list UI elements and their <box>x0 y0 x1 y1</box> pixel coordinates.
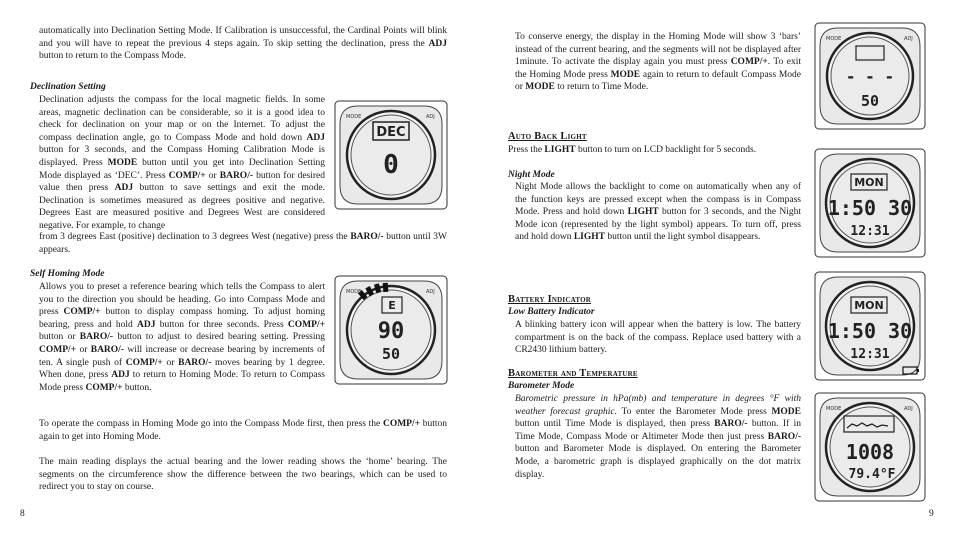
watch-bars-main: - - - <box>845 67 895 86</box>
svg-text:MODE: MODE <box>346 289 362 295</box>
declination-paragraph: Declination adjusts the compass for the local magnetic fields. In some areas, magnetic declination can be considerable, so it is a good idea to check for declination on your map or on the Internet. To adjust the compass declination angle, go to Compass Mode and hold down ADJ button for 3 seconds, and the Compass Homing Calibration Mode is displayed. Press MODE button until you get into Declination Setting Mode displayed as ‘DEC’. Press COMP/+ or BARO/- button for desired value then press ADJ button to save settings and exit the mode. Declination is sometimes measured as degrees positive and negative. Degrees East are measured positive and Degrees West are considered negative. For example, to change <box>39 95 325 231</box>
svg-text:MODE: MODE <box>826 406 842 412</box>
barometer-mode-heading: Barometer Mode <box>508 381 575 391</box>
auto-back-light-paragraph: Press the LIGHT button to turn on LCD backlight for 5 seconds. <box>508 145 757 155</box>
watch-bars-bottom: 50 <box>860 92 880 110</box>
watch-time-image <box>814 148 926 258</box>
declination-heading: Declination Setting <box>30 82 106 92</box>
watch-baro-main: 1008 <box>845 440 895 464</box>
watch-homing-main: 90 <box>377 319 405 344</box>
watch-adj-label: ADJ <box>426 114 435 120</box>
declination-paragraph-cont: from 3 degrees East (positive) declination to 3 degrees West (negative) press the BARO/- button until 3W appears. <box>39 232 447 255</box>
watch-homing-bottom: 50 <box>381 345 401 363</box>
svg-text:ADJ: ADJ <box>426 289 435 295</box>
homing-heading: Self Homing Mode <box>30 269 105 279</box>
low-battery-heading: Low Battery Indicator <box>508 307 595 317</box>
watch-time-bottom: 12:31 <box>850 224 890 239</box>
barometer-paragraph: Barometric pressure in hPa(mb) and temperature in degrees °F with weather forecast graphic. To enter the Barometer Mode press MODE button until Time Mode is displayed, then press BARO/- button. If in Time Mode, Compass Mode or Altimeter Mode then just press BARO/- button and Barometer Mode is displayed. On entering the Barometer Mode, a barometric graph is displayed graphically on the dot matrix display. <box>515 394 801 480</box>
watch-homing-image <box>334 275 448 385</box>
watch-declination-image <box>334 100 448 210</box>
barometer-heading: Barometer and Temperature <box>508 368 638 379</box>
page-number-left: 8 <box>20 509 25 519</box>
watch-battery-bottom: 12:31 <box>850 347 890 362</box>
main-reading-paragraph: The main reading displays the actual bearing and the lower reading shows the ‘home’ bearing. The segments on the circumference show the difference between the two bearings, which can be used to redirect you to stay on course. <box>39 457 447 493</box>
watch-homing-bars-image <box>814 22 926 130</box>
watch-homing-top: E <box>388 299 396 312</box>
watch-barometer-image <box>814 392 926 502</box>
intro-paragraph: automatically into Declination Setting Mode. If Calibration is unsuccessful, the Cardinal Points will blink and you will have to repeat the previous 4 steps again. To skip setting the declination, press the ADJ button to return to the Compass Mode. <box>39 26 447 62</box>
watch-dec-main: 0 <box>383 150 399 180</box>
operate-paragraph: To operate the compass in Homing Mode go into the Compass Mode first, then press the COMP/+ button again to get into Homing Mode. <box>39 419 448 442</box>
homing-paragraph: Allows you to preset a reference bearing which tells the Compass to alert you to the direction you should be heading. Go into Compass Mode and press COMP/+ button to display compass homing. To adjust homing bearing, press and hold ADJ button for three seconds. Press COMP/+ button or BARO/- button to adjust to desired bearing setting. Pressing COMP/+ or BARO/- will increase or decrease bearing by increments of ten. A single push of COMP/+ or BARO/- moves bearing by 1 degree. When done, press ADJ to return to Homing Mode. To return to Compass Mode press COMP/+ button. <box>39 282 325 393</box>
svg-text:ADJ: ADJ <box>904 36 913 42</box>
svg-text:ADJ: ADJ <box>904 406 913 412</box>
watch-baro-bottom: 79.4°F <box>848 467 896 482</box>
night-mode-heading: Night Mode <box>508 170 555 180</box>
night-mode-paragraph: Night Mode allows the backlight to come on automatically when any of the function keys are pressed except when the compass is in Compass Mode. Press and hold down LIGHT button for 3 seconds, and the Night Mode icon (represented by the light symbol) appears. To turn off, press and hold down LIGHT button until the light symbol disappears. <box>515 182 801 243</box>
svg-text:MODE: MODE <box>826 36 842 42</box>
energy-paragraph: To conserve energy, the display in the Homing Mode will show 3 ‘bars’ instead of the current bearing, and the segments will not be displayed after 1minute. To activate the display again you must press COMP/+. To exit the Homing Mode press MODE again to return to default Compass Mode or MODE to return to Time Mode. <box>515 32 802 93</box>
auto-back-light-heading: Auto Back Light <box>508 131 587 142</box>
page-number-right: 9 <box>929 509 934 519</box>
watch-mode-label: MODE <box>346 114 362 120</box>
watch-dec-top: DEC <box>376 125 406 140</box>
watch-time-main: 1:50 30 <box>827 196 913 220</box>
right-page <box>477 0 954 534</box>
battery-heading: Battery Indicator <box>508 294 591 305</box>
watch-battery-top: MON <box>854 299 884 312</box>
watch-battery-image <box>814 271 926 381</box>
battery-paragraph: A blinking battery icon will appear when the battery is low. The battery compartment is on the back of the compass. Replace used battery with a CR2430 lithium battery. <box>515 320 801 356</box>
watch-battery-main: 1:50 30 <box>827 319 913 343</box>
watch-time-top: MON <box>854 176 884 189</box>
